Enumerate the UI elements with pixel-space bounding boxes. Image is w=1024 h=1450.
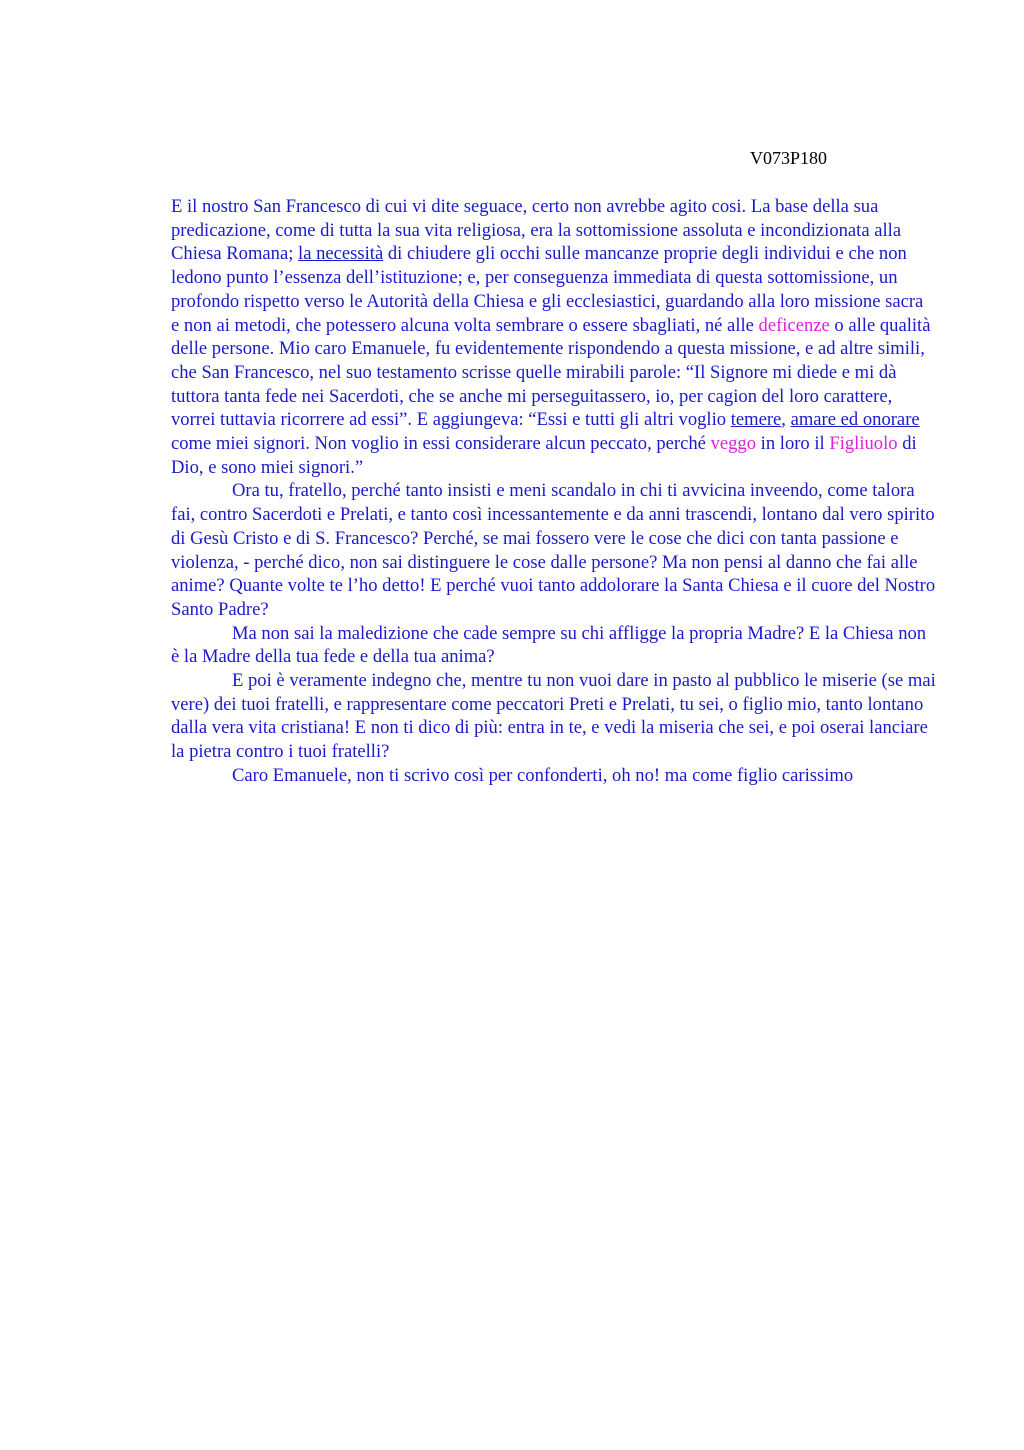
highlighted-word: veggo	[710, 433, 757, 455]
paragraph	[171, 195, 936, 479]
underlined-text: amare ed onorare	[790, 409, 920, 431]
page-identifier: V073P180	[750, 148, 828, 168]
text-run: Ora tu, fratello, perché tanto insisti e meni scandalo in chi ti avvicina inveendo, come talora fai, contro Sacerdoti e Prelati, e tanto così incessantemente e da anni trascendi, lontano dal vero spirito di Gesù Cristo e di S. Francesco? Perché, se mai fossero vere le cose che dici con tanta passione e violenza, - perché dico, non sai distinguere le cose dalle persone? Ma non pensi al danno che fai alle anime? Quante volte te l’ho detto! E perché vuoi tanto addolorare la Santa Chiesa e il cuore del Nostro Santo Padre?	[171, 480, 936, 620]
text-run: ,	[781, 409, 791, 431]
text-run: Ma non sai la maledizione che cade sempre su chi affligge la propria Madre? E la Chiesa non è la Madre della tua fede e della tua anima?	[171, 622, 927, 668]
text-run: come miei signori. Non voglio in essi considerare alcun peccato, perché	[171, 433, 711, 455]
paragraph	[171, 622, 936, 669]
paragraph	[171, 669, 936, 764]
highlighted-word: deficenze	[758, 314, 830, 336]
highlighted-word: Figliuolo	[829, 433, 898, 455]
text-run: in loro il	[756, 433, 830, 455]
paragraph	[171, 479, 936, 621]
text-run: di Dio, e sono miei signori.”	[171, 433, 917, 478]
letter-body	[171, 195, 936, 788]
text-run: E il nostro San Francesco di cui vi dite seguace, certo non avrebbe agito cosi. La base della sua predicazione, come di tutta la sua vita religiosa, era la sottomissione assoluta e incondizionata alla Chiesa Romana;	[171, 196, 902, 265]
text-run: di chiudere gli occhi sulle mancanze proprie degli individui e che non ledono punto l’essenza dell’istituzione; e, per conseguenza immediata di questa sottomissione, un profondo rispetto verso le Autorità della Chiesa e gli ecclesiastici, guardando alla loro missione sacra e non ai metodi, che potessero alcuna volta sembrare o essere sbagliati, né alle	[171, 243, 924, 336]
underlined-text: la necessità	[298, 243, 384, 265]
text-run: o alle qualità delle persone. Mio caro Emanuele, fu evidentemente rispondendo a questa missione, e ad altre simili, che San Francesco, nel suo testamento scrisse quelle mirabili parole: “Il Signore mi diede e mi dà tuttora tanta fede nei Sacerdoti, che se anche mi perseguitassero, io, per cagion del loro carattere, vorrei tuttavia ricorrere ad essi”. E aggiungeva: “Essi e tutti gli altri voglio	[171, 314, 931, 431]
paragraph	[171, 764, 936, 788]
underlined-text: temere	[730, 409, 782, 431]
text-run: E poi è veramente indegno che, mentre tu non vuoi dare in pasto al pubblico le miserie (se mai vere) dei tuoi fratelli, e rappresentare come peccatori Preti e Prelati, tu sei, o figlio mio, tanto lontano dalla vera vita cristiana! E non ti dico di più: entra in te, e vedi la miseria che sei, e poi oserai lanciare la pietra contro i tuoi fratelli?	[171, 670, 936, 763]
text-run: Caro Emanuele, non ti scrivo così per confonderti, oh no! ma come figlio carissimo	[232, 764, 854, 786]
